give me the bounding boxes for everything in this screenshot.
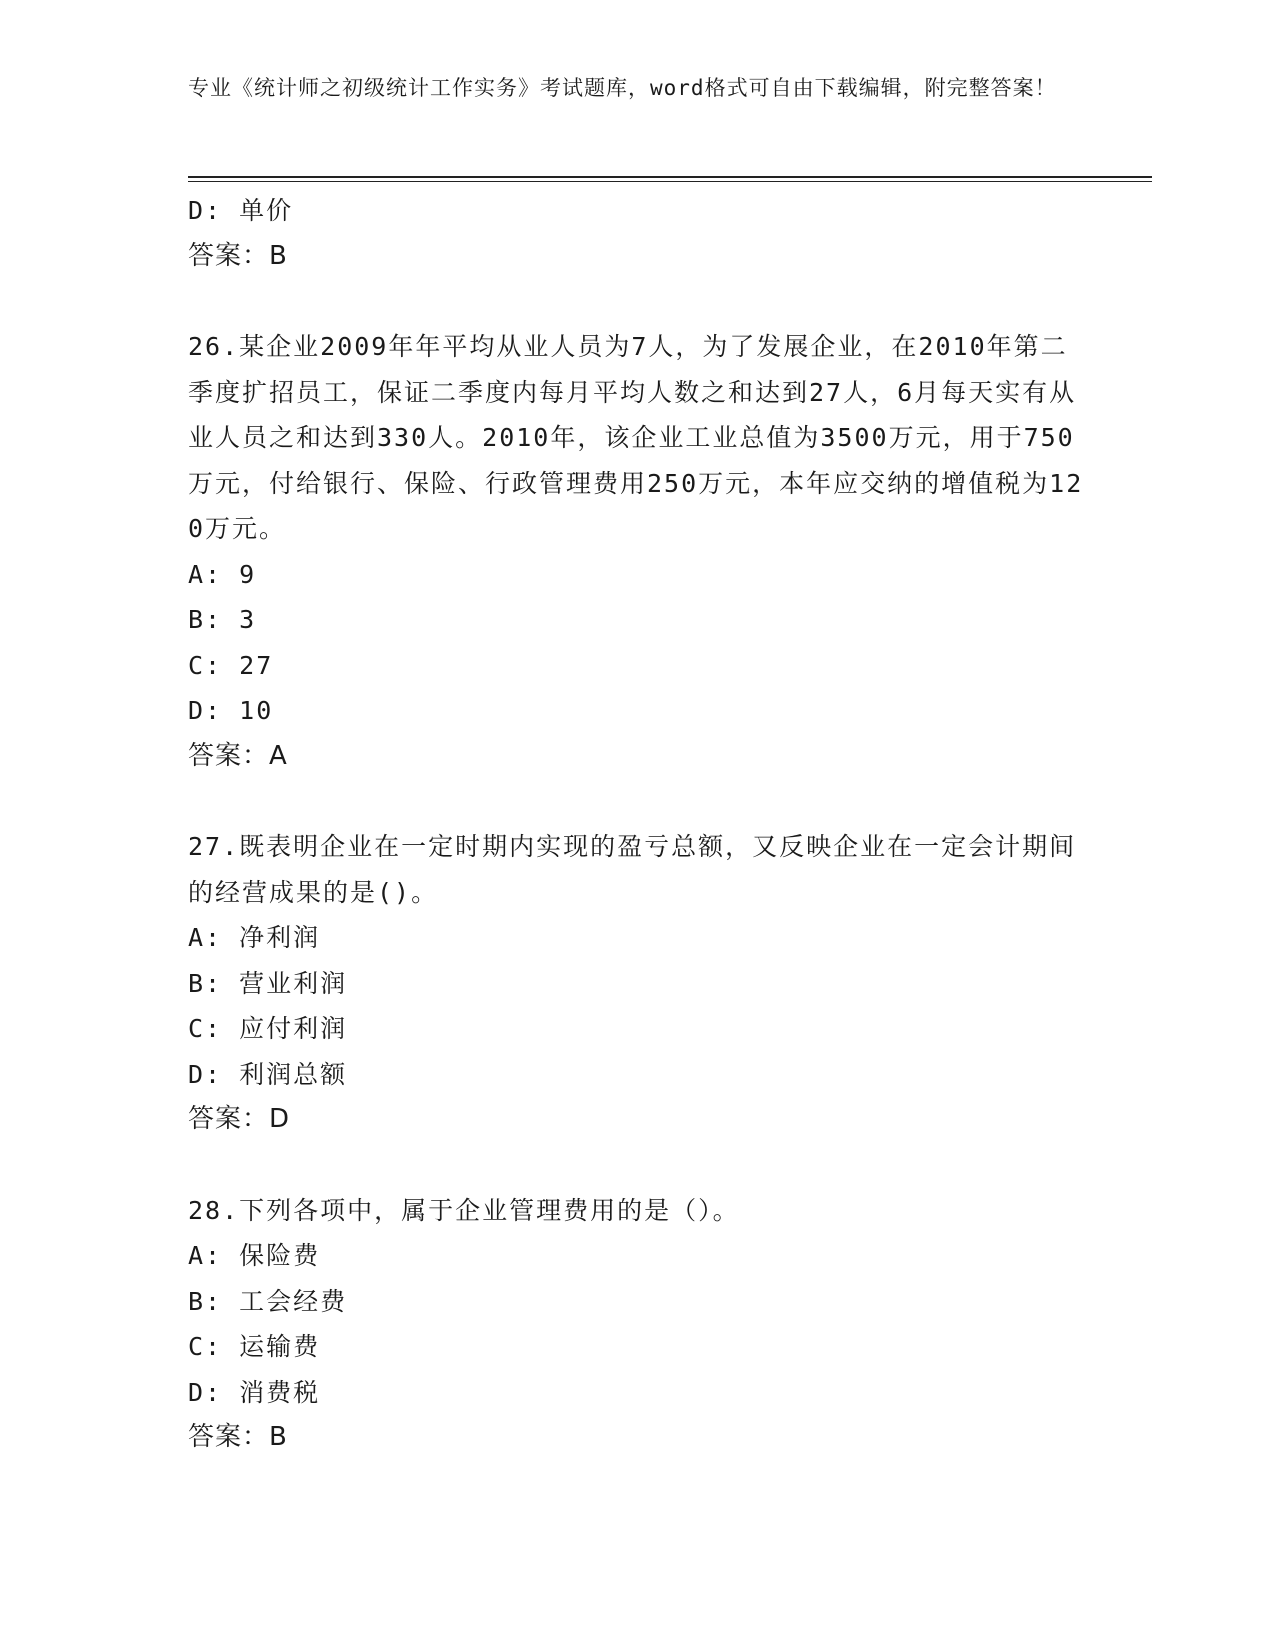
option-b: B: 3 [188, 605, 257, 634]
question-26 [188, 324, 1088, 779]
option-c: C: 应付利润 [188, 1014, 348, 1043]
prev-answer: 答案：B [188, 240, 288, 271]
option-a: A: 净利润 [188, 923, 321, 952]
question-27 [188, 824, 1088, 1143]
prev-option-d: D: 单价 [188, 196, 294, 225]
answer: 答案：B [188, 1422, 288, 1452]
option-d: D: 消费税 [188, 1377, 321, 1407]
option-b: B: 工会经费 [188, 1286, 348, 1316]
answer: 答案：D [188, 1104, 291, 1134]
question-stem: 26.某企业2009年年平均从业人员为7人，为了发展企业，在2010年第二季度扩招员工，保证二季度内每月平均人数之和达到27人，6月每天实有从业人员之和达到330人。2010年，该企业工业总值为3500万元，用于750万元，付给银行、保险、行政管理费用250万元，本年应交纳的增值税为120万元。 [188, 332, 1084, 543]
option-a: A: 9 [188, 559, 257, 589]
option-b: B: 营业利润 [188, 968, 348, 998]
question-stem: 28.下列各项中，属于企业管理费用的是（）。 [188, 1195, 740, 1225]
option-c: C: 运输费 [188, 1332, 321, 1361]
option-a: A: 保险费 [188, 1241, 321, 1270]
option-d: D: 10 [188, 696, 274, 725]
question-content [188, 188, 1088, 1461]
header-divider-thick [188, 176, 1152, 178]
question-stem: 27.既表明企业在一定时期内实现的盈亏总额，又反映企业在一定会计期间的经营成果的是()。 [188, 832, 1077, 907]
answer: 答案：A [188, 740, 288, 771]
question-28 [188, 1188, 1088, 1461]
option-d: D: 利润总额 [188, 1059, 348, 1089]
document-header: 专业《统计师之初级统计工作实务》考试题库，word格式可自由下载编辑，附完整答案！ [188, 76, 1057, 100]
option-c: C: 27 [188, 650, 274, 680]
header-divider-thin [188, 181, 1152, 182]
